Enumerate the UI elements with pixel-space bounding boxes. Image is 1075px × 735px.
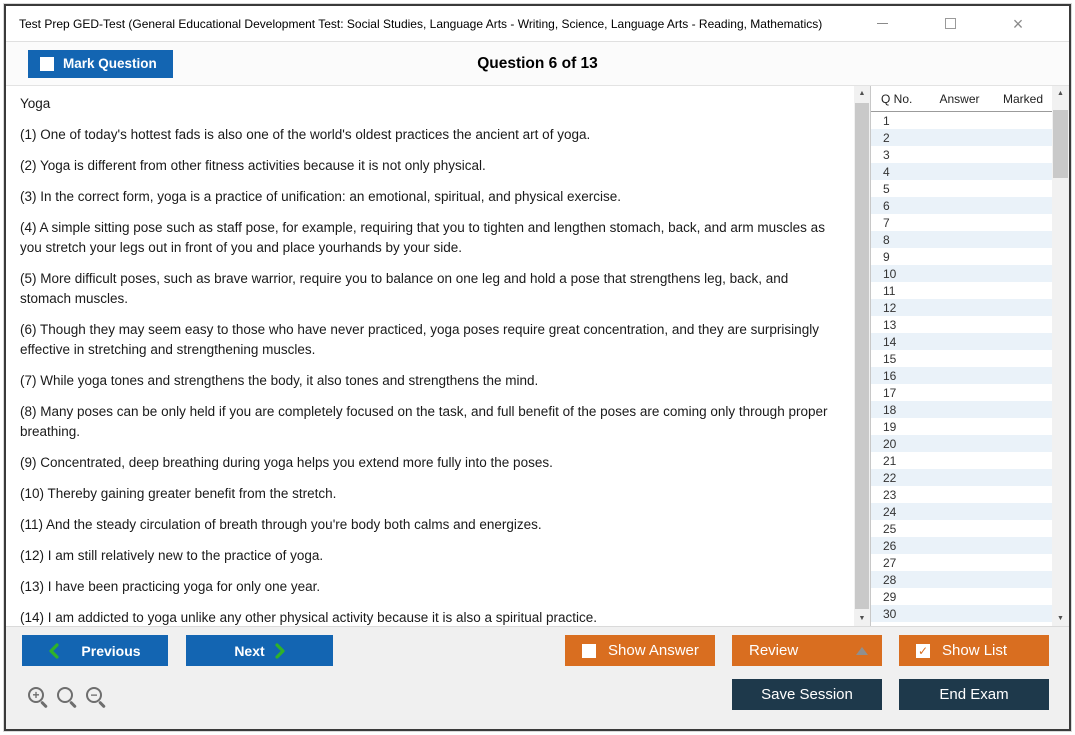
- table-row[interactable]: [871, 435, 1052, 452]
- question-table-header: [871, 86, 1052, 112]
- passage-paragraph: (7) While yoga tones and strengthens the body, it also tones and strengthens the mind.: [20, 373, 539, 388]
- show-list-checkbox[interactable]: [916, 644, 930, 658]
- cell-qno: 19: [883, 419, 897, 434]
- cell-qno: 12: [883, 300, 897, 315]
- minimize-icon: [877, 23, 888, 25]
- passage-paragraph: (2) Yoga is different from other fitness activities because it is not only physical.: [20, 158, 486, 173]
- table-row[interactable]: [871, 486, 1052, 503]
- table-row[interactable]: [871, 112, 1052, 129]
- mark-question-checkbox[interactable]: [40, 57, 54, 71]
- table-row[interactable]: [871, 367, 1052, 384]
- table-row[interactable]: [871, 469, 1052, 486]
- previous-button[interactable]: [22, 635, 168, 666]
- mark-question-button[interactable]: [28, 50, 173, 78]
- cell-qno: 28: [883, 572, 897, 587]
- passage-paragraph: (4) A simple sitting pose such as staff pose, for example, requiring that you to tighten and lengthen stomach, back, and arm muscles as you stretch your legs out in front of you and place yourhands by your side.: [20, 220, 825, 255]
- next-button[interactable]: [186, 635, 333, 666]
- cell-qno: 4: [883, 164, 890, 179]
- scroll-down-icon[interactable]: ▼: [858, 615, 866, 622]
- header-bar: [6, 42, 1069, 86]
- table-row[interactable]: [871, 129, 1052, 146]
- passage-paragraph: (3) In the correct form, yoga is a practice of unification: an emotional, spiritual, and physical exercise.: [20, 189, 622, 204]
- show-list-label: Show List: [942, 642, 1008, 659]
- table-row[interactable]: [871, 384, 1052, 401]
- table-row[interactable]: [871, 520, 1052, 537]
- question-list-scrollbar-thumb[interactable]: [1053, 110, 1068, 178]
- table-row[interactable]: [871, 180, 1052, 197]
- table-row[interactable]: [871, 282, 1052, 299]
- passage-paragraph: (10) Thereby gaining greater benefit from the stretch.: [20, 486, 337, 501]
- save-session-button[interactable]: [732, 679, 882, 710]
- table-row[interactable]: [871, 248, 1052, 265]
- passage-scrollbar[interactable]: [854, 86, 870, 626]
- cell-qno: 20: [883, 436, 897, 451]
- scroll-up-icon[interactable]: ▲: [858, 90, 866, 97]
- cell-qno: 17: [883, 385, 897, 400]
- show-list-button[interactable]: [899, 635, 1049, 666]
- table-row[interactable]: [871, 588, 1052, 605]
- question-table-body: [871, 112, 1052, 626]
- chevron-right-icon: [275, 643, 285, 659]
- question-list-panel: [870, 86, 1069, 626]
- passage-paragraph: (11) And the steady circulation of breath through you're body both calms and energizes.: [20, 517, 542, 532]
- zoom-in-icon[interactable]: +: [28, 687, 44, 703]
- cell-qno: 9: [883, 249, 890, 264]
- show-answer-label: Show Answer: [608, 642, 699, 659]
- table-row[interactable]: [871, 350, 1052, 367]
- end-exam-label: End Exam: [939, 686, 1009, 703]
- table-row[interactable]: [871, 452, 1052, 469]
- end-exam-button[interactable]: [899, 679, 1049, 710]
- table-row[interactable]: [871, 231, 1052, 248]
- table-row[interactable]: [871, 401, 1052, 418]
- cell-qno: 5: [883, 181, 890, 196]
- table-row[interactable]: [871, 571, 1052, 588]
- app-window: [4, 4, 1071, 731]
- table-row[interactable]: [871, 265, 1052, 282]
- table-row[interactable]: [871, 418, 1052, 435]
- table-row[interactable]: [871, 214, 1052, 231]
- question-table: [870, 86, 1052, 626]
- passage: [6, 86, 854, 626]
- passage-paragraph: (6) Though they may seem easy to those who have never practiced, yoga poses require great concentration, and they are surprisingly effective in stretching and strengthening muscles.: [20, 322, 819, 357]
- cell-qno: 15: [883, 351, 897, 366]
- cell-qno: 22: [883, 470, 897, 485]
- previous-label: Previous: [81, 642, 141, 659]
- cell-qno: 7: [883, 215, 890, 230]
- cell-qno: 1: [883, 113, 890, 128]
- cell-qno: 24: [883, 504, 897, 519]
- window-controls: [871, 13, 1069, 35]
- maximize-icon: [945, 18, 956, 29]
- zoom-reset-icon[interactable]: [57, 687, 73, 703]
- passage-paragraph: (12) I am still relatively new to the practice of yoga.: [20, 548, 324, 563]
- cell-qno: 11: [883, 283, 896, 298]
- check-icon: ✓: [917, 643, 929, 658]
- table-row[interactable]: [871, 333, 1052, 350]
- cell-qno: 10: [883, 266, 897, 281]
- zoom-tools: [28, 687, 102, 703]
- column-header-qno: Q No.: [881, 91, 913, 106]
- cell-qno: 27: [883, 555, 897, 570]
- cell-qno: 26: [883, 538, 897, 553]
- table-row[interactable]: [871, 537, 1052, 554]
- close-button[interactable]: [1007, 13, 1029, 35]
- zoom-out-icon[interactable]: −: [86, 687, 102, 703]
- passage-paragraph: (5) More difficult poses, such as brave warrior, require you to balance on one leg and hold a pose that strengthens leg, back, and stomach muscles.: [20, 271, 789, 306]
- cell-qno: 8: [883, 232, 890, 247]
- cell-qno: 13: [883, 317, 897, 332]
- passage-paragraph: (8) Many poses can be only held if you are completely focused on the task, and full benefit of the poses are coming only through proper breathing.: [20, 404, 828, 439]
- table-row[interactable]: [871, 316, 1052, 333]
- cell-qno: 16: [883, 368, 897, 383]
- chevron-left-icon: [49, 643, 59, 659]
- chevron-up-icon: [856, 647, 868, 655]
- cell-qno: 25: [883, 521, 897, 536]
- close-icon: ×: [1012, 13, 1024, 34]
- column-header-marked: Marked: [1002, 91, 1043, 106]
- maximize-button[interactable]: [939, 13, 961, 35]
- show-answer-checkbox[interactable]: [582, 644, 596, 658]
- passage-title: Yoga: [20, 96, 51, 111]
- cell-qno: 23: [883, 487, 897, 502]
- passage-paragraph: (9) Concentrated, deep breathing during yoga helps you extend more fully into the poses.: [20, 455, 553, 470]
- table-row[interactable]: [871, 554, 1052, 571]
- next-label: Next: [234, 642, 265, 659]
- review-button[interactable]: [732, 635, 882, 666]
- scroll-down-icon[interactable]: ▼: [1057, 615, 1064, 622]
- table-row[interactable]: [871, 146, 1052, 163]
- cell-qno: 30: [883, 606, 897, 621]
- content-area: [6, 86, 1069, 626]
- cell-qno: 3: [883, 147, 890, 162]
- title-bar: [6, 6, 1069, 42]
- question-counter: Question 6 of 13: [477, 54, 598, 72]
- show-answer-button[interactable]: [565, 635, 715, 666]
- table-row[interactable]: [871, 503, 1052, 520]
- table-row[interactable]: [871, 299, 1052, 316]
- table-row[interactable]: [871, 163, 1052, 180]
- passage-paragraph: (1) One of today's hottest fads is also one of the world's oldest practices the ancient art of yoga.: [20, 127, 591, 142]
- question-list-scrollbar[interactable]: [1052, 86, 1069, 626]
- cell-qno: 2: [883, 130, 890, 145]
- table-row[interactable]: [871, 605, 1052, 622]
- column-header-answer: Answer: [939, 91, 980, 106]
- review-label: Review: [749, 642, 799, 659]
- minimize-button[interactable]: [871, 13, 893, 35]
- bottom-bar: [6, 626, 1069, 729]
- window-title: Test Prep GED-Test (General Educational Development Test: Social Studies, Language Arts - Writing, Science, Language Arts - Reading, Mathematics): [19, 16, 823, 31]
- cell-qno: 21: [883, 453, 897, 468]
- mark-question-label: Mark Question: [63, 56, 157, 71]
- cell-qno: 6: [883, 198, 890, 213]
- passage-paragraph: (13) I have been practicing yoga for only one year.: [20, 579, 321, 594]
- table-row[interactable]: [871, 197, 1052, 214]
- cell-qno: 18: [883, 402, 897, 417]
- cell-qno: 14: [883, 334, 897, 349]
- passage-paragraph: (14) I am addicted to yoga unlike any other physical activity because it is also a spiritual practice.: [20, 610, 598, 625]
- save-session-label: Save Session: [761, 686, 853, 703]
- cell-qno: 29: [883, 589, 897, 604]
- passage-scrollbar-thumb[interactable]: [855, 103, 869, 609]
- scroll-up-icon[interactable]: ▲: [1057, 90, 1064, 97]
